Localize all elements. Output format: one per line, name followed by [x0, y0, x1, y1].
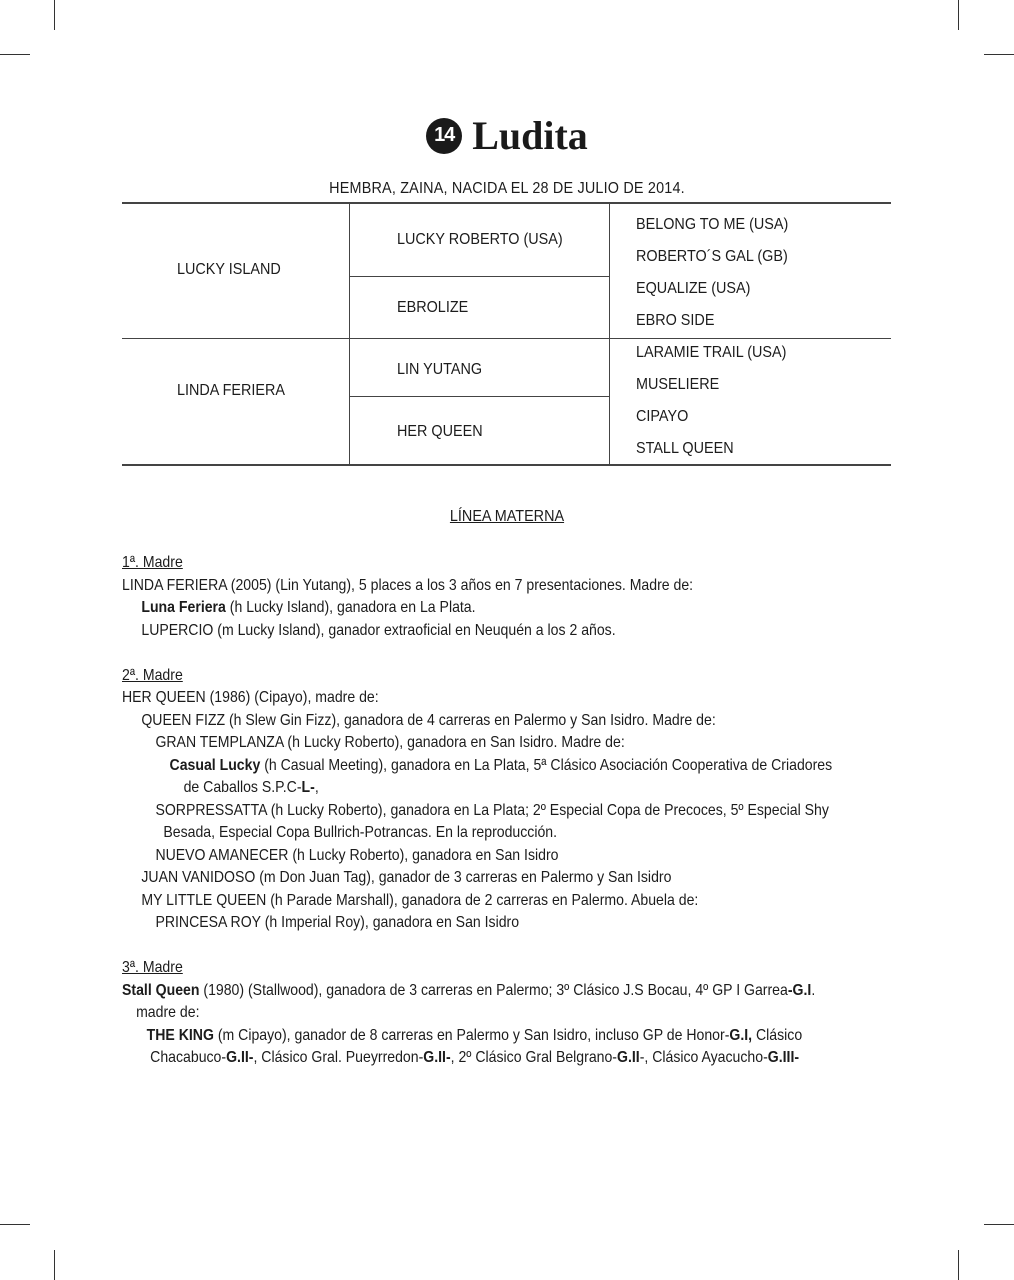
crop-mark	[54, 0, 55, 30]
race-grade: G.III-	[767, 1049, 800, 1066]
offspring-details: Chacabuco-	[150, 1049, 227, 1066]
offspring-details: (m Cipayo), ganador de 8 carreras en Palermo y San Isidro, incluso GP de Honor-	[213, 1026, 730, 1044]
offspring-entry: MY LITTLE QUEEN (h Parade Marshall), ganadora de 2 carreras en Palermo. Abuela de:	[141, 891, 699, 909]
pedigree-ancestor: EBRO SIDE	[636, 312, 715, 329]
offspring-entry-continued: Besada, Especial Copa Bullrich-Potrancas. En la reproducción.	[163, 824, 558, 841]
lot-number-badge: 14	[426, 118, 462, 154]
offspring-details: de Caballos S.P.C-	[183, 779, 302, 796]
offspring-entry: GRAN TEMPLANZA (h Lucky Roberto), ganadora en San Isidro. Madre de:	[155, 734, 625, 751]
offspring-entry	[122, 597, 879, 620]
pedigree-ancestor: MUSELIERE	[636, 376, 720, 393]
second-dam-intro: HER QUEEN (1986) (Cipayo), madre de:	[122, 689, 379, 706]
first-dam-intro: LINDA FERIERA (2005) (Lin Yutang), 5 places a los 3 años en 7 presentaciones. Madre de:	[122, 576, 694, 594]
pedigree-ancestor: LARAMIE TRAIL (USA)	[636, 344, 787, 361]
horse-description: HEMBRA, ZAINA, NACIDA EL 28 DE JULIO DE 2014.	[329, 180, 685, 197]
maternal-line-text	[122, 552, 982, 1070]
column-divider	[609, 204, 610, 464]
offspring-details: (h Casual Meeting), ganadora en La Plata, 5ª Clásico Asociación Cooperativa de Criadores	[260, 756, 833, 774]
offspring-entry-continued	[122, 1047, 879, 1070]
offspring-details: -, Clásico Ayacucho-	[639, 1049, 768, 1066]
offspring-details: (h Lucky Island), ganadora en La Plata.	[225, 599, 476, 616]
offspring-entry: LUPERCIO (m Lucky Island), ganador extraoficial en Neuquén a los 2 años.	[141, 621, 616, 639]
table-rule-top	[122, 202, 891, 204]
crop-mark	[54, 1250, 55, 1280]
dam-details: (1980) (Stallwood), ganadora de 3 carreras en Palermo; 3º Clásico J.S Bocau, 4º GP I Garrea	[199, 981, 788, 999]
pedigree-dam-dam: HER QUEEN	[397, 423, 483, 440]
page-title	[0, 112, 1014, 159]
pedigree-dam-sire: LIN YUTANG	[397, 361, 483, 378]
crop-mark	[984, 54, 1014, 55]
crop-mark	[958, 1250, 959, 1280]
table-rule-middle	[122, 338, 891, 339]
row-divider	[349, 276, 609, 277]
offspring-name: Luna Feriera	[141, 599, 226, 616]
pedigree-ancestor: ROBERTO´S GAL (GB)	[636, 248, 788, 265]
offspring-entry: SORPRESSATTA (h Lucky Roberto), ganadora en La Plata; 2º Especial Copa de Precoces, 5º Especial Shy	[155, 801, 829, 819]
crop-mark	[0, 54, 30, 55]
offspring-entry	[122, 1025, 879, 1048]
dam-name: Stall Queen	[122, 981, 200, 999]
offspring-entry	[122, 755, 879, 778]
offspring-details: , Clásico Gral. Pueyrredon-	[253, 1049, 424, 1066]
second-dam-label: 2ª. Madre	[122, 666, 183, 684]
punctuation: ,	[314, 779, 319, 796]
first-dam-label: 1ª. Madre	[122, 554, 183, 571]
pedigree-ancestor: CIPAYO	[636, 408, 689, 425]
punctuation: .	[811, 981, 816, 999]
column-divider	[349, 204, 350, 464]
third-dam-intro	[122, 980, 879, 1003]
offspring-details: , 2º Clásico Gral Belgrano-	[450, 1049, 617, 1066]
race-grade: G.II-	[423, 1049, 451, 1066]
pedigree-sire-dam: EBROLIZE	[397, 299, 469, 316]
pedigree-sire-sire: LUCKY ROBERTO (USA)	[397, 231, 563, 248]
horse-name: Ludita	[472, 113, 588, 158]
crop-mark	[958, 0, 959, 30]
pedigree-table	[122, 202, 891, 466]
offspring-entry: JUAN VANIDOSO (m Don Juan Tag), ganador de 3 carreras en Palermo y San Isidro	[141, 869, 672, 886]
offspring-entry: NUEVO AMANECER (h Lucky Roberto), ganadora en San Isidro	[155, 846, 559, 864]
offspring-name: THE KING	[146, 1026, 214, 1044]
maternal-line-heading: LÍNEA MATERNA	[449, 508, 565, 525]
offspring-entry-continued	[122, 777, 879, 800]
pedigree-ancestor: BELONG TO ME (USA)	[636, 216, 789, 233]
offspring-entry: PRINCESA ROY (h Imperial Roy), ganadora en San Isidro	[155, 914, 520, 931]
pedigree-ancestor: STALL QUEEN	[636, 440, 734, 457]
offspring-details: Clásico	[752, 1026, 803, 1044]
crop-mark	[984, 1224, 1014, 1225]
row-divider	[349, 396, 609, 397]
race-grade: G.I,	[729, 1026, 753, 1044]
table-rule-bottom	[122, 464, 891, 466]
race-grade: -G.I	[787, 981, 812, 999]
race-grade: G.II	[617, 1049, 640, 1066]
pedigree-ancestor: EQUALIZE (USA)	[636, 280, 751, 297]
race-grade: L-	[301, 779, 315, 796]
third-dam-label: 3ª. Madre	[122, 959, 183, 976]
third-dam-intro-continued: madre de:	[136, 1004, 200, 1021]
pedigree-sire: LUCKY ISLAND	[177, 261, 281, 278]
race-grade: G.II-	[226, 1049, 254, 1066]
offspring-name: Casual Lucky	[169, 756, 261, 774]
offspring-entry: QUEEN FIZZ (h Slew Gin Fizz), ganadora de 4 carreras en Palermo y San Isidro. Madre de:	[141, 711, 716, 729]
crop-mark	[0, 1224, 30, 1225]
pedigree-dam: LINDA FERIERA	[177, 382, 286, 399]
